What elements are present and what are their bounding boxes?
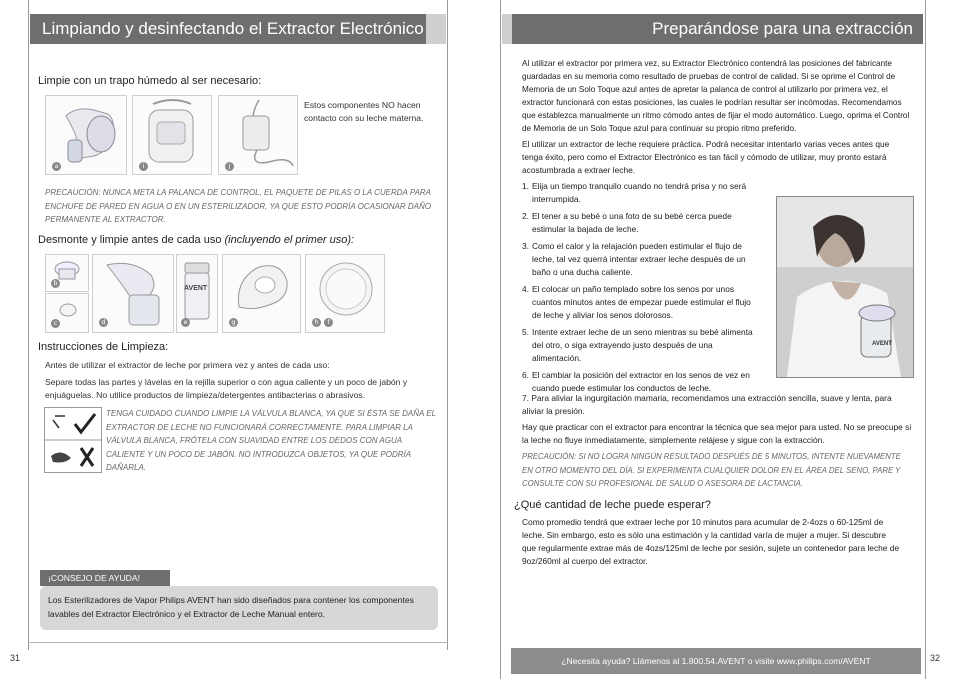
instructions-heading: Instrucciones de Limpieza: — [38, 341, 169, 353]
expect-heading: ¿Qué cantidad de leche puede esperar? — [514, 499, 711, 511]
label-h: h — [312, 318, 321, 327]
part-b-image — [45, 254, 89, 292]
valve-do-dont-icon — [45, 408, 101, 472]
disassemble-heading-text: Desmonte y limpie antes de cada uso — [38, 234, 222, 246]
step-6-num: 6. — [522, 370, 529, 380]
precaution-1: PRECAUCIÓN: NUNCA META LA PALANCA DE CONTROL, EL PAQUETE DE PILAS O LA CUERDA PARA ENCHUFE DE PARED EN AGUA O EN UN ESTERILIZADOR, YA QUE ESTO PODRÍA OCASIONAR DAÑO PERMANENTE AL EXTRACTOR. — [45, 188, 431, 224]
battery-pack-image — [132, 95, 212, 175]
step-1-num: 1. — [522, 181, 529, 191]
valve-caution: TENGA CUIDADO CUANDO LIMPIE LA VÁLVULA BLANCA, YA QUE SI ÉSTA SE DAÑA EL EXTRACTOR DE LECHE NO FUNCIONARÁ CORRECTAMENTE. PARA LIMPIAR LA VÁLVULA BLANCA, FRÓTELA CON SUAVIDAD ENTRE LOS DEDOS CON AGUA CALIENTE Y UN POCO DE JABÓN. NO INTRODUZCA OBJETOS, YA QUE PODRÍA DAÑARLA. — [106, 409, 436, 472]
step-2-num: 2. — [522, 211, 529, 221]
label-i: i — [139, 162, 148, 171]
part-e-image — [176, 254, 218, 333]
step-3-num: 3. — [522, 241, 529, 251]
left-header-bar — [30, 14, 426, 44]
step-1 — [522, 180, 754, 206]
label-c: c — [51, 319, 60, 328]
tip-text: Los Esterilizadores de Vapor Philips AVENT han sido diseñados para contener los componentes lavables del Extractor Electrónico y el Extractor de Leche Manual entero. — [48, 595, 414, 619]
intro-1: Al utilizar el extractor por primera vez, su Extractor Electrónico contendrá las posiciones del fabricante guardadas en su memoria como resultado de pruebas de control de calidad. Si se oprime el Control de Memoria de un Solo Toque azul antes de apretar la palanca de control al utilizarlo por primera vez, el extractor funcionará con estas posiciones, las cuales le podrían resultar ser incómodas. Recomendamos que establezca manualmente un ritmo cómodo antes de fijar el modo automático. Luego, oprima el Control de Memoria de un Solo Toque azul para continuar su propio ritmo preferido. — [522, 59, 910, 133]
photo-bottle-brand: AVENT — [872, 341, 892, 347]
step-7-num: 7. — [522, 393, 529, 403]
step-4 — [522, 283, 754, 322]
label-e: e — [181, 318, 190, 327]
power-cord-image — [218, 95, 298, 175]
left-page-border-right — [447, 0, 448, 650]
step-3 — [522, 240, 754, 279]
step-5-num: 5. — [522, 327, 529, 337]
help-footer: ¿Necesita ayuda? Llámenos al 1.800.54.AVENT o visite www.philips.com/AVENT — [511, 648, 921, 674]
step-4-text: El colocar un paño templado sobre los senos por unos cuantos minutos antes de empezar puede estimular el flujo de leche y aliviar los senos dolorosos. — [532, 284, 751, 320]
mother-pumping-photo — [776, 196, 914, 378]
label-b: b — [51, 279, 60, 288]
left-page-border-left — [28, 0, 29, 650]
step-3-text: Como el calor y la relajación pueden estimular el flujo de leche, tal vez querrá intentar extraer leche después de un baño o una ducha caliente. — [532, 241, 746, 277]
part-d-image — [92, 254, 174, 333]
left-page-bottom-rule — [28, 642, 448, 643]
step-6-text: El cambiar la posición del extractor en los senos de vez en cuando puede estimular los conductos de leche. — [532, 370, 750, 393]
step-5 — [522, 326, 754, 365]
right-header-accent — [502, 14, 512, 44]
disassemble-heading — [38, 234, 354, 246]
instructions-1: Antes de utilizar el extractor de leche por primera vez y antes de cada uso: — [45, 360, 330, 370]
intro-2: El utilizar un extractor de leche requiere práctica. Podrá necesitar intentarlo varias veces antes que tenga éxito, pero como el Extractor Electrónico es tan fácil y cómodo de utilizar, muy pronto estará acostumbrada a extraer leche. — [522, 139, 890, 175]
left-header-title: Limpiando y desinfectando el Extractor Electrónico — [42, 19, 424, 38]
right-page-border-right — [925, 0, 926, 679]
label-d: d — [99, 318, 108, 327]
label-g: g — [229, 318, 238, 327]
page-number-left: 31 — [10, 653, 21, 663]
practice-text: Hay que practicar con el extractor para encontrar la técnica que sea mejor para usted. No se preocupe si la leche no fluye inmediatamente, simplemente relájese y sigue con la extracción. — [522, 422, 912, 445]
part-h-f-image — [305, 254, 385, 333]
instructions-2: Separe todas las partes y lávelas en la rejilla superior o con agua caliente y un poco de jabón y enjuáguelas. No utilice productos de limpieza/detergentes antibacterias o abrasivos. — [45, 377, 408, 400]
step-7-text: Para aliviar la ingurgitación mamaria, recomendamos una extracción sencilla, suave y lenta, para aliviar la presión. — [522, 393, 892, 416]
page-number-right: 32 — [930, 653, 941, 663]
disassemble-heading-italic: (incluyendo el primer uso): — [224, 234, 355, 246]
label-j: j — [225, 162, 234, 171]
step-2-text: El tener a su bebé o una foto de su bebé cerca puede estimular la bajada de leche. — [532, 211, 732, 234]
steps-list — [522, 180, 754, 399]
step-7 — [522, 392, 912, 418]
step-1-text: Elija un tiempo tranquilo cuando no tendrá prisa y no será interrumpida. — [532, 181, 747, 204]
left-header-accent — [426, 14, 446, 44]
right-header-bar — [512, 14, 923, 44]
expect-text: Como promedio tendrá que extraer leche por 10 minutos para acumular de 2-4ozs o 60-125ml de leche. Sin embargo, esto es sólo una estimación y la cantidad varía de mujer a mujer. Si descubre que regularmente extrae más de 4ozs/125ml de leche por sesión, sujete un contenedor para leche de 9oz/260ml al cuerpo del extractor. — [522, 517, 900, 566]
no-contact-note: Estos componentes NO hacen contacto con su leche materna. — [304, 100, 424, 123]
label-a: a — [52, 162, 61, 171]
tip-label: ¡CONSEJO DE AYUDA! — [40, 570, 170, 586]
wipe-heading: Limpie con un trapo húmedo al ser necesario: — [38, 75, 262, 87]
mother-photo-illustration — [777, 197, 913, 377]
control-lever-image — [45, 95, 127, 175]
step-4-num: 4. — [522, 284, 529, 294]
label-f: f — [324, 318, 333, 327]
part-g-image — [222, 254, 301, 333]
part-c-image — [45, 293, 89, 333]
precaution-2: PRECAUCIÓN: SI NO LOGRA NINGÚN RESULTADO DESPUÉS DE 5 MINUTOS, INTENTE NUEVAMENTE EN OTRO MOMENTO DEL DÍA. SI EXPERIMENTA CUALQUIER DOLOR EN EL ÁREA DEL SENO, PARE Y CONSULTE CON SU PROFESIONAL DE SALUD O ASESORA DE LACTANCIA. — [522, 452, 901, 488]
step-2 — [522, 210, 754, 236]
right-page-border-left — [500, 0, 501, 679]
right-header-title: Preparándose para una extracción — [652, 19, 913, 38]
valve-cleaning-icons — [44, 407, 102, 473]
bottle-brand: AVENT — [184, 285, 208, 292]
step-5-text: Intente extraer leche de un seno mientras su bebé alimenta del otro, o siga extrayendo justo después de una alimentación. — [532, 327, 753, 363]
